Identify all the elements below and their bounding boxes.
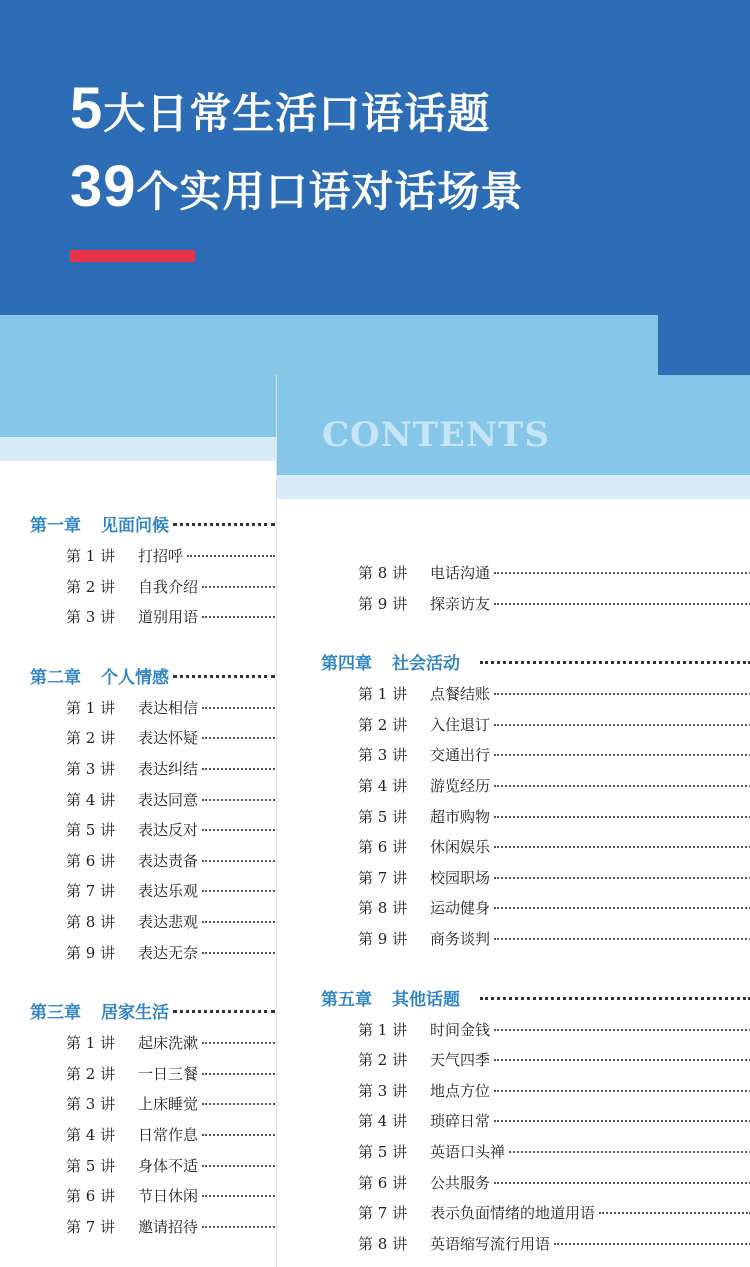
dot-leader (202, 952, 275, 954)
front-page-toc (277, 558, 750, 1259)
lecture-entry (277, 1045, 750, 1076)
lecture-title: 电话沟通 (430, 564, 491, 582)
lecture-title: 天气四季 (430, 1051, 491, 1070)
lecture-title: 交通出行 (430, 746, 491, 765)
lecture-entry (0, 1151, 275, 1182)
lecture-title: 表达相信 (138, 698, 199, 717)
lecture-entry (0, 938, 275, 969)
lecture-entry (277, 802, 750, 833)
dot-leader (494, 603, 750, 605)
lecture-entry (0, 1120, 275, 1151)
dot-leader (173, 675, 275, 678)
lecture-title: 英语口头禅 (430, 1142, 506, 1161)
lecture-number: 第 2 讲 (358, 715, 408, 734)
dot-leader (480, 661, 750, 664)
dot-leader (202, 707, 275, 709)
lecture-entry (277, 771, 750, 802)
lecture-title: 表达悲观 (138, 912, 199, 931)
section-gap (0, 633, 275, 663)
dot-leader (173, 1010, 275, 1013)
lecture-entry (0, 907, 275, 938)
lecture-number: 第 6 讲 (358, 1173, 408, 1192)
lecture-title: 表达无奈 (138, 943, 199, 962)
lecture-title: 地点方位 (430, 1081, 491, 1100)
lecture-entry (0, 693, 275, 724)
lecture-number: 第 6 讲 (358, 838, 408, 857)
dot-leader (494, 1120, 750, 1122)
dot-leader (202, 768, 275, 770)
lecture-title: 英语缩写流行用语 (430, 1234, 551, 1253)
dot-leader (494, 816, 750, 818)
lecture-entry (277, 924, 750, 955)
lecture-title: 表达责备 (138, 851, 199, 870)
lecture-number: 第 1 讲 (66, 547, 116, 565)
chapter-number: 第二章 (30, 667, 81, 688)
lecture-number: 第 3 讲 (66, 1095, 116, 1114)
dot-leader (494, 1029, 750, 1031)
lecture-number: 第 5 讲 (66, 821, 116, 840)
lecture-number: 第 3 讲 (358, 746, 408, 765)
chapter-number: 第五章 (321, 989, 372, 1010)
dot-leader (202, 1042, 275, 1044)
lecture-entry (277, 679, 750, 710)
lecture-entry (277, 1076, 750, 1107)
chapter-number: 第一章 (30, 516, 81, 536)
lecture-entry (277, 1137, 750, 1168)
chapter-title: 居家生活 (101, 1003, 169, 1024)
lecture-number: 第 2 讲 (66, 577, 116, 596)
back-page-toc (0, 511, 275, 1242)
dot-leader (202, 1134, 275, 1136)
dot-leader (509, 1151, 750, 1153)
lecture-entry (0, 1212, 275, 1243)
lecture-entry (0, 876, 275, 907)
lecture-number: 第 2 讲 (66, 729, 116, 748)
lecture-number: 第 8 讲 (358, 1234, 408, 1253)
lecture-entry (277, 558, 750, 589)
lecture-number: 第 9 讲 (66, 943, 116, 962)
lecture-title: 一日三餐 (138, 1064, 199, 1083)
dot-leader (494, 938, 750, 940)
lecture-title: 打招呼 (138, 547, 184, 565)
lecture-entry (0, 815, 275, 846)
chapter-heading (277, 649, 750, 679)
red-accent-bar (70, 250, 195, 262)
dot-leader (494, 1182, 750, 1184)
lecture-number: 第 8 讲 (66, 912, 116, 931)
lecture-title: 起床洗漱 (138, 1034, 199, 1053)
lecture-entry (277, 710, 750, 741)
lecture-title: 道别用语 (138, 608, 199, 627)
chapter-title: 见面问候 (101, 516, 169, 536)
headline-scenes-text: 个实用口语对话场景 (136, 167, 524, 216)
dot-leader (554, 1243, 750, 1245)
dot-leader (480, 997, 750, 1000)
lecture-entry (277, 863, 750, 894)
lecture-number: 第 5 讲 (358, 1142, 408, 1161)
lecture-number: 第 7 讲 (66, 882, 116, 901)
lecture-number: 第 2 讲 (66, 1064, 116, 1083)
lecture-number: 第 6 讲 (66, 851, 116, 870)
dot-leader (202, 829, 275, 831)
headline-topics-text: 大日常生活口语话题 (103, 89, 491, 138)
lecture-entry (0, 1181, 275, 1212)
chapter-number: 第四章 (321, 654, 372, 675)
lecture-number: 第 5 讲 (358, 807, 408, 826)
chapter-title: 个人情感 (101, 667, 169, 688)
dot-leader (494, 877, 750, 879)
chapter-heading (0, 998, 275, 1028)
lecture-number: 第 7 讲 (358, 1204, 408, 1223)
lecture-entry (277, 1106, 750, 1137)
lecture-entry (0, 572, 275, 603)
lecture-number: 第 6 讲 (66, 1187, 116, 1206)
section-gap (277, 619, 750, 649)
lecture-title: 表达乐观 (138, 882, 199, 901)
dot-leader (202, 921, 275, 923)
lecture-title: 商务谈判 (430, 929, 491, 948)
lecture-title: 身体不适 (138, 1156, 199, 1175)
lecture-number: 第 4 讲 (66, 790, 116, 809)
dot-leader (202, 737, 275, 739)
lecture-title: 入住退订 (430, 715, 491, 734)
lecture-number: 第 9 讲 (358, 594, 408, 613)
lecture-entry (0, 602, 275, 633)
lecture-entry (0, 754, 275, 785)
dot-leader (494, 572, 750, 574)
lecture-title: 上床睡觉 (138, 1095, 199, 1114)
lecture-title: 点餐结账 (430, 685, 491, 704)
dot-leader (202, 1195, 275, 1197)
lecture-title: 日常作息 (138, 1125, 199, 1144)
lecture-number: 第 7 讲 (66, 1217, 116, 1236)
lecture-title: 琐碎日常 (430, 1112, 491, 1131)
dot-leader (202, 616, 275, 618)
section-gap (0, 968, 275, 998)
lecture-entry (277, 1168, 750, 1199)
lecture-title: 超市购物 (430, 807, 491, 826)
dot-leader (494, 693, 750, 695)
contents-title: CONTENTS (322, 415, 550, 455)
lecture-title: 表达纠结 (138, 759, 199, 778)
lecture-number: 第 1 讲 (358, 685, 408, 704)
lecture-number: 第 2 讲 (358, 1051, 408, 1070)
lecture-title: 邀请招待 (138, 1217, 199, 1236)
dot-leader (494, 785, 750, 787)
lecture-number: 第 3 讲 (66, 759, 116, 778)
dot-leader (202, 860, 275, 862)
lecture-title: 运动健身 (430, 899, 491, 918)
dot-leader (202, 1073, 275, 1075)
dot-leader (494, 846, 750, 848)
chapter-number: 第三章 (30, 1003, 81, 1024)
lecture-number: 第 8 讲 (358, 564, 408, 582)
dot-leader (202, 1103, 275, 1105)
headline-scenes (70, 154, 524, 219)
lecture-entry (277, 893, 750, 924)
lecture-number: 第 3 讲 (358, 1081, 408, 1100)
lecture-number: 第 8 讲 (358, 899, 408, 918)
dot-leader (202, 1165, 275, 1167)
lecture-number: 第 4 讲 (358, 1112, 408, 1131)
dot-leader (187, 555, 275, 557)
lecture-entry (0, 785, 275, 816)
lecture-number: 第 4 讲 (66, 1125, 116, 1144)
lecture-entry (0, 1059, 275, 1090)
headline-topics-number: 5 (70, 76, 104, 141)
lecture-entry (277, 1198, 750, 1229)
lecture-number: 第 3 讲 (66, 608, 116, 627)
dot-leader (494, 1059, 750, 1061)
front-page-light-band (277, 475, 750, 499)
lecture-number: 第 7 讲 (358, 868, 408, 887)
dot-leader (494, 724, 750, 726)
lecture-number: 第 1 讲 (358, 1020, 408, 1039)
headline-scenes-number: 39 (70, 154, 137, 219)
lecture-title: 表达反对 (138, 821, 199, 840)
dot-leader (173, 523, 275, 526)
chapter-title: 社会活动 (392, 654, 460, 675)
dot-leader (494, 1090, 750, 1092)
dot-leader (202, 799, 275, 801)
lecture-entry (277, 740, 750, 771)
lecture-entry (0, 1028, 275, 1059)
lecture-entry (277, 1229, 750, 1260)
lecture-entry (0, 541, 275, 572)
lecture-entry (0, 723, 275, 754)
dot-leader (202, 890, 275, 892)
lecture-title: 表示负面情绪的地道用语 (430, 1204, 596, 1223)
lecture-entry (0, 846, 275, 877)
dot-leader (202, 1226, 275, 1228)
lecture-title: 表达怀疑 (138, 729, 199, 748)
dot-leader (202, 586, 275, 588)
lecture-title: 公共服务 (430, 1173, 491, 1192)
lecture-title: 表达同意 (138, 790, 199, 809)
headline-topics (70, 76, 491, 141)
dot-leader (494, 907, 750, 909)
lecture-number: 第 4 讲 (358, 776, 408, 795)
lecture-title: 节日休闲 (138, 1187, 199, 1206)
lecture-number: 第 5 讲 (66, 1156, 116, 1175)
chapter-heading (0, 663, 275, 693)
chapter-heading (0, 511, 275, 541)
lecture-title: 休闲娱乐 (430, 838, 491, 857)
lecture-entry (0, 1089, 275, 1120)
front-page (276, 375, 750, 1267)
dot-leader (599, 1212, 750, 1214)
lecture-title: 游览经历 (430, 776, 491, 795)
lecture-number: 第 1 讲 (66, 1034, 116, 1053)
dot-leader (494, 754, 750, 756)
chapter-title: 其他话题 (392, 989, 460, 1010)
lecture-title: 校园职场 (430, 868, 491, 887)
chapter-heading (277, 985, 750, 1015)
lecture-entry (277, 832, 750, 863)
lecture-title: 探亲访友 (430, 594, 491, 613)
lecture-entry (277, 589, 750, 620)
lecture-number: 第 1 讲 (66, 698, 116, 717)
lecture-title: 自我介绍 (138, 577, 199, 596)
lecture-number: 第 9 讲 (358, 929, 408, 948)
lecture-title: 时间金钱 (430, 1020, 491, 1039)
section-gap (277, 955, 750, 985)
lecture-entry (277, 1015, 750, 1046)
